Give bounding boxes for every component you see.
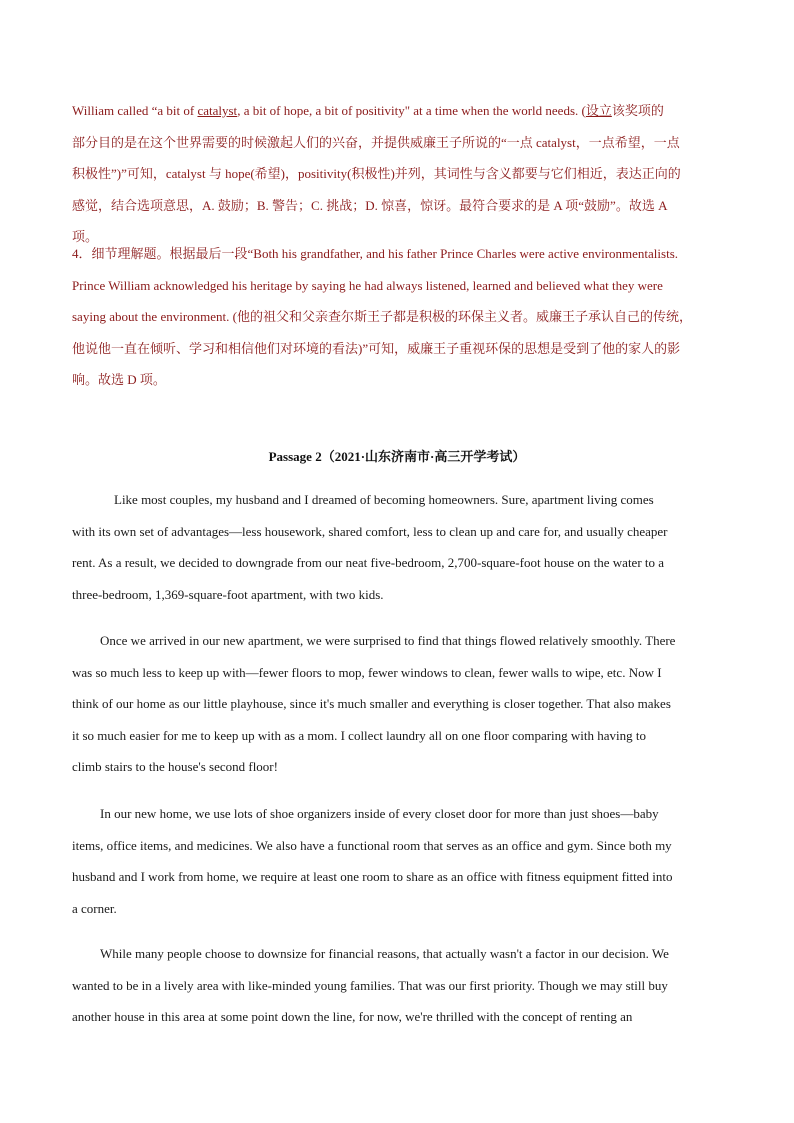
paragraph-line: a corner.: [72, 900, 117, 916]
paragraph-line: Like most couples, my husband and I dreamed of becoming homeowners. Sure, apartment living comes: [114, 492, 654, 507]
paragraph-line: wanted to be in a lively area with like-minded young families. That was our first priority. Though we may still buy: [72, 977, 668, 993]
explanation-3-line-1: William called “a bit of catalyst, a bit of hope, a bit of positivity" at a time when the world needs. (设立该奖项的: [72, 103, 664, 118]
paragraph-4: [72, 944, 724, 1039]
paragraph-line: another house in this area at some point down the line, for now, we're thrilled with the concept of renting an: [72, 1009, 633, 1024]
explanation-3-line-3: 积极性”)”可知，catalyst 与 hope(希望)，positivity(积极性)并列，其词性与含义都要与它们相近，表达正向的: [72, 166, 681, 181]
paragraph-line: it so much easier for me to keep up with as a mom. I collect laundry all on one floor comparing with having to: [72, 727, 647, 743]
explanation-3: [72, 101, 724, 259]
paragraph-1: [72, 490, 724, 616]
paragraph-line: husband and I work from home, we require at least one room to share as an office with fitness equipment fitted into: [72, 869, 673, 884]
underlined-word: catalyst: [197, 103, 238, 118]
explanation-3-line-2: 部分目的是在这个世界需要的时候激起人们的兴奋，并提供威廉王子所说的“一点 catalyst，一点希望，一点: [72, 134, 680, 150]
explanation-4-line-1: 4．细节理解题。根据最后一段“Both his grandfather, and his father Prince Charles were active environmentalists.: [72, 246, 679, 261]
paragraph-line: In our new home, we use lots of shoe organizers inside of every closet door for more than just shoes—baby: [100, 806, 659, 821]
paragraph-line: Once we arrived in our new apartment, we were surprised to find that things flowed relatively smoothly. There: [100, 633, 676, 648]
paragraph-3: [72, 804, 724, 930]
paragraph-line: climb stairs to the house's second floor!: [72, 759, 278, 774]
explanation-3-line-5: 项。: [72, 229, 99, 244]
explanation-3-line-4: 感觉，结合选项意思，A. 鼓励；B. 警告；C. 挑战；D. 惊喜，惊讶。最符合要求的是 A 项“鼓励”。故选 A: [72, 197, 668, 213]
paragraph-line: was so much less to keep up with—fewer floors to mop, fewer windows to clean, fewer walls to wipe, etc. Now I: [72, 664, 662, 680]
paragraph-line: think of our home as our little playhouse, since it's much smaller and everything is closer together. That also makes: [72, 696, 671, 711]
explanation-4: [72, 244, 724, 402]
paragraph-line: While many people choose to downsize for financial reasons, that actually wasn't a factor in our decision. We: [100, 946, 669, 961]
underlined-word: 设立: [585, 103, 612, 118]
paragraph-line: with its own set of advantages—less housework, shared comfort, less to clean up and care for, and usually cheaper: [72, 523, 668, 539]
explanation-4-line-4: 他说他一直在倾听、学习和相信他们对环境的看法)”可知，威廉王子重视环保的思想是受到了他的家人的影: [72, 340, 681, 356]
paragraph-line: three-bedroom, 1,369-square-foot apartment, with two kids.: [72, 586, 384, 602]
explanation-4-line-2: Prince William acknowledged his heritage by saying he had always listened, learned and believed what they were: [72, 277, 663, 293]
explanation-4-line-3: saying about the environment. (他的祖父和父亲查尔斯王子都是积极的环保主义者。威廉王子承认自己的传统，: [72, 309, 692, 324]
paragraph-2: [72, 631, 724, 789]
paragraph-line: rent. As a result, we decided to downgrade from our neat five-bedroom, 2,700-square-foot house on the water to a: [72, 555, 665, 570]
explanation-4-line-5: 响。故选 D 项。: [72, 372, 166, 387]
paragraph-line: items, office items, and medicines. We also have a functional room that serves as an office and gym. Since both my: [72, 837, 672, 853]
passage-title: Passage 2（2021·山东济南市·高三开学考试）: [268, 449, 526, 464]
